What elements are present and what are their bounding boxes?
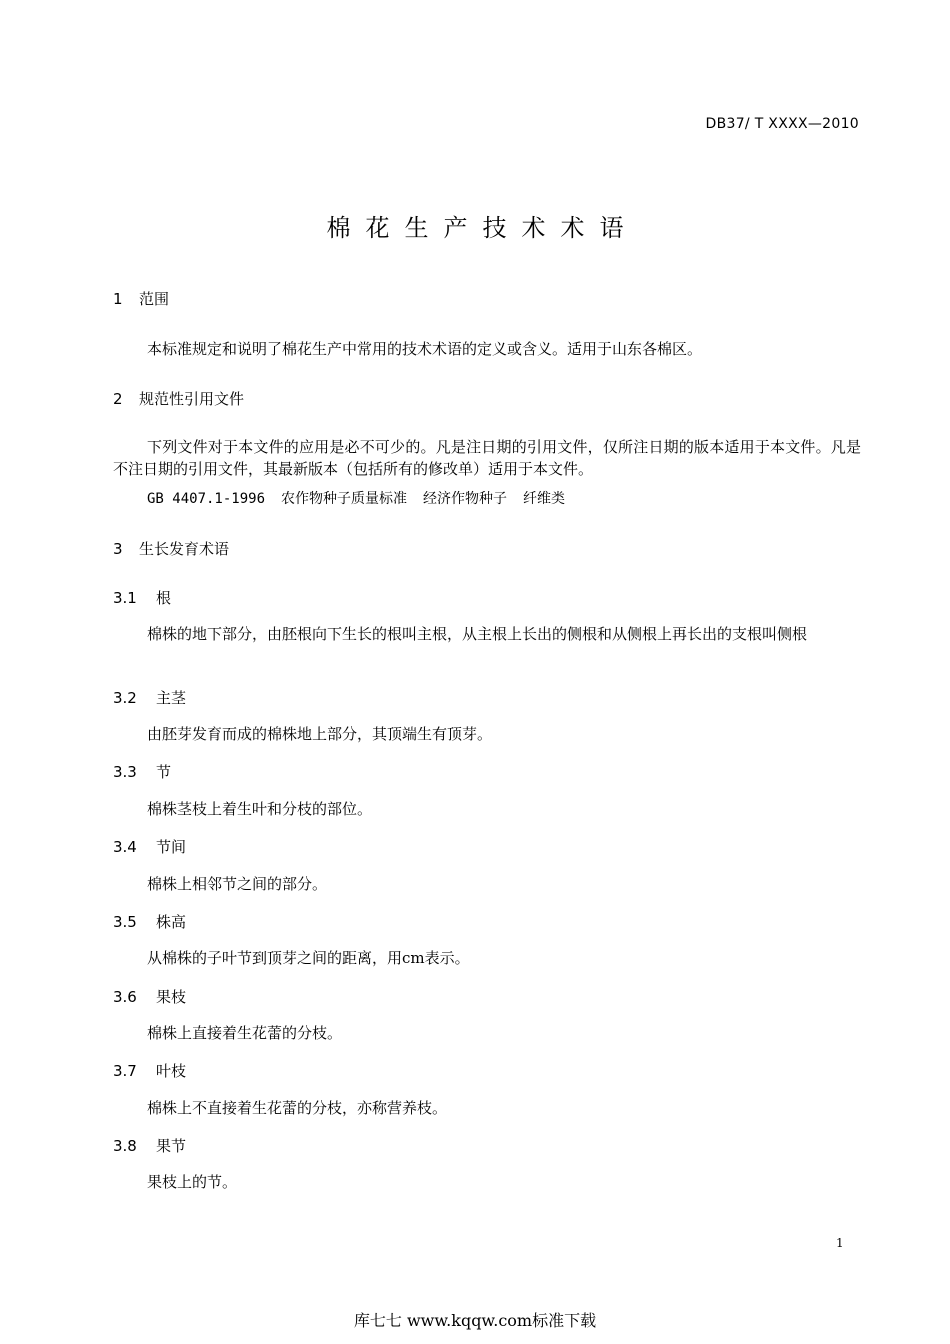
section-1-text: 本标准规定和说明了棉花生产中常用的技术术语的定义或含义。适用于山东各棉区。: [147, 340, 703, 358]
term-definition: 棉株上不直接着生花蕾的分枝，亦称营养枝。: [147, 1099, 448, 1117]
reference-category: 纤维类: [523, 491, 566, 507]
section-number: 3: [113, 540, 123, 558]
document-title: 棉花生产技术术语: [326, 214, 639, 242]
term-heading: [113, 1135, 186, 1156]
term-heading: [113, 1060, 186, 1081]
term-heading: [113, 836, 186, 857]
term-definition: 棉株上直接着生花蕾的分枝。: [147, 1024, 343, 1042]
term-name: 节间: [156, 838, 187, 856]
reference-code: GB 4407.1-1996: [147, 491, 266, 507]
section-1-heading: [113, 288, 169, 309]
term-name: 主茎: [156, 689, 187, 707]
term-definition: 果枝上的节。: [147, 1173, 238, 1191]
term-name: 果节: [156, 1137, 187, 1155]
page-number: 1: [836, 1236, 844, 1250]
term-name: 果枝: [156, 988, 187, 1006]
normative-reference: [147, 488, 581, 508]
section-number: 2: [113, 390, 123, 408]
term-number: 3.1: [113, 589, 137, 607]
term-heading: [113, 911, 186, 932]
section-title: 范围: [139, 290, 170, 308]
term-heading: [113, 687, 186, 708]
term-name: 叶枝: [156, 1062, 187, 1080]
standard-code: DB37/ T XXXX—2010: [705, 116, 859, 132]
term-definition: 棉株茎枝上着生叶和分枝的部位。: [147, 800, 373, 818]
footer-watermark: 库七七 www.kqqw.com标准下载: [353, 1311, 597, 1330]
section-title: 生长发育术语: [139, 540, 230, 558]
section-2-heading: [113, 388, 244, 409]
term-name: 节: [156, 763, 172, 781]
section-3-heading: [113, 538, 229, 559]
term-definition: 从棉株的子叶节到顶芽之间的距离，用cm表示。: [147, 949, 470, 967]
term-name: 根: [156, 589, 172, 607]
term-number: 3.3: [113, 763, 137, 781]
term-definition: 棉株的地下部分，由胚根向下生长的根叫主根，从主根上长出的侧根和从侧根上再长出的支根叫侧根: [147, 625, 808, 643]
term-name: 株高: [156, 913, 187, 931]
section-number: 1: [113, 290, 123, 308]
reference-part: 经济作物种子: [423, 491, 508, 507]
term-definition: 由胚芽发育而成的棉株地上部分，其顶端生有顶芽。: [147, 725, 493, 743]
term-number: 3.4: [113, 838, 137, 856]
term-heading: [113, 986, 186, 1007]
term-definition: 棉株上相邻节之间的部分。: [147, 875, 328, 893]
term-number: 3.8: [113, 1137, 137, 1155]
reference-name: 农作物种子质量标准: [281, 491, 408, 507]
term-heading: [113, 761, 171, 782]
term-number: 3.7: [113, 1062, 137, 1080]
term-number: 3.5: [113, 913, 137, 931]
term-number: 3.6: [113, 988, 137, 1006]
section-2-text: 下列文件对于本文件的应用是必不可少的。凡是注日期的引用文件，仅所注日期的版本适用于本文件。凡是不注日期的引用文件，其最新版本（包括所有的修改单）适用于本文件。: [113, 438, 861, 478]
term-number: 3.2: [113, 689, 137, 707]
section-title: 规范性引用文件: [139, 390, 245, 408]
term-heading: [113, 587, 171, 608]
